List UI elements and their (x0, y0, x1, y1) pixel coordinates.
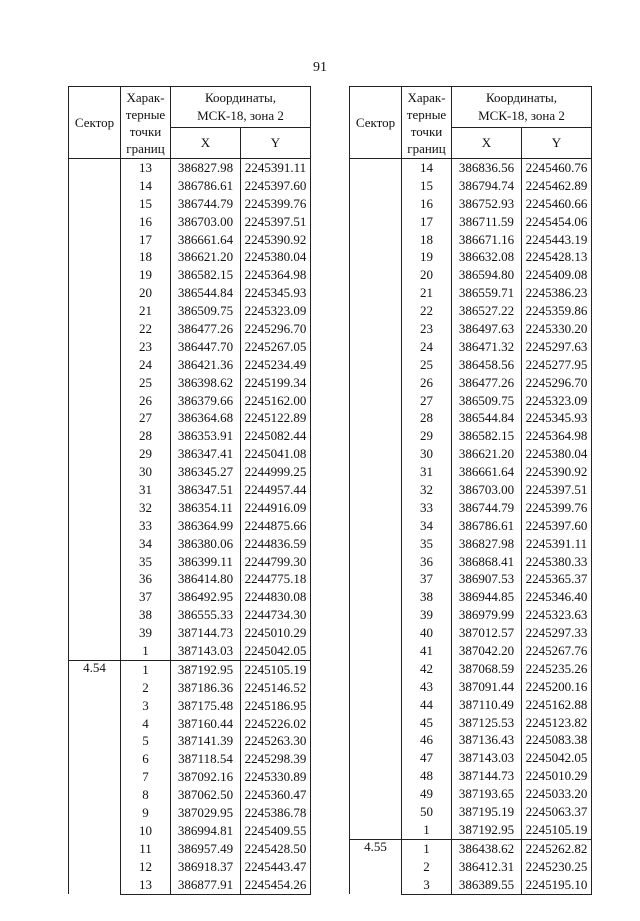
y-cell: 2245033.20 (522, 785, 592, 803)
x-cell: 386711.59 (452, 213, 522, 231)
y-cell: 2245462.89 (522, 177, 592, 195)
points-header (402, 87, 452, 159)
y-cell: 2244836.59 (241, 535, 311, 553)
y-cell: 2245365.37 (522, 570, 592, 588)
x-cell: 386471.32 (452, 338, 522, 356)
points-header-line: точки (129, 123, 162, 139)
x-cell: 386398.62 (171, 374, 241, 392)
y-cell: 2245267.05 (241, 338, 311, 356)
y-cell: 2245010.29 (241, 624, 311, 642)
x-cell: 386364.68 (171, 409, 241, 427)
point-cell: 23 (121, 338, 171, 356)
x-cell: 386582.15 (452, 427, 522, 445)
point-cell: 27 (121, 409, 171, 427)
x-header: X (452, 128, 522, 159)
point-cell: 3 (402, 876, 452, 894)
y-cell: 2245399.76 (241, 195, 311, 213)
x-cell: 386632.08 (452, 248, 522, 266)
point-cell: 28 (402, 409, 452, 427)
y-cell: 2245323.09 (241, 302, 311, 320)
y-cell: 2245226.02 (241, 715, 311, 733)
points-header-line: терные (406, 106, 447, 122)
x-cell: 386447.70 (171, 338, 241, 356)
point-cell: 39 (121, 624, 171, 642)
point-cell: 8 (121, 786, 171, 804)
y-cell: 2245391.11 (241, 159, 311, 177)
y-cell: 2245345.93 (522, 409, 592, 427)
x-cell: 387068.59 (452, 660, 522, 678)
x-cell: 386582.15 (171, 266, 241, 284)
y-cell: 2245409.55 (241, 822, 311, 840)
x-cell: 386752.93 (452, 195, 522, 213)
points-header-line: терные (125, 106, 166, 122)
x-cell: 386354.11 (171, 499, 241, 517)
y-cell: 2245146.52 (241, 679, 311, 697)
point-cell: 18 (402, 231, 452, 249)
point-cell: 41 (402, 642, 452, 660)
point-cell: 1 (402, 821, 452, 839)
coordinates-table-left (68, 86, 311, 895)
y-cell: 2245041.08 (241, 445, 311, 463)
point-cell: 34 (402, 517, 452, 535)
x-cell: 386661.64 (171, 231, 241, 249)
x-cell: 386994.81 (171, 822, 241, 840)
y-cell: 2245460.66 (522, 195, 592, 213)
y-cell: 2245386.23 (522, 284, 592, 302)
y-cell: 2245380.04 (522, 445, 592, 463)
point-cell: 10 (121, 822, 171, 840)
x-cell: 386379.66 (171, 392, 241, 410)
y-cell: 2245235.26 (522, 660, 592, 678)
point-cell: 39 (402, 606, 452, 624)
x-cell: 386544.84 (171, 284, 241, 302)
point-cell: 20 (121, 284, 171, 302)
point-cell: 47 (402, 749, 452, 767)
table-row (69, 660, 311, 678)
y-cell: 2245346.40 (522, 588, 592, 606)
y-cell: 2245123.82 (522, 714, 592, 732)
point-cell: 28 (121, 427, 171, 445)
point-cell: 35 (121, 553, 171, 571)
point-cell: 4 (121, 715, 171, 733)
sector-header: Сектор (69, 87, 121, 159)
x-cell: 386671.16 (452, 231, 522, 249)
y-cell: 2245105.19 (522, 821, 592, 839)
point-cell: 1 (121, 642, 171, 660)
y-cell: 2245364.98 (241, 266, 311, 284)
x-cell: 387141.39 (171, 733, 241, 751)
point-cell: 14 (402, 159, 452, 177)
point-cell: 14 (121, 177, 171, 195)
y-cell: 2245083.38 (522, 732, 592, 750)
y-cell: 2245082.44 (241, 427, 311, 445)
x-cell: 386621.20 (171, 248, 241, 266)
point-cell: 44 (402, 696, 452, 714)
y-cell: 2244734.30 (241, 606, 311, 624)
coords-body-right (350, 159, 592, 895)
point-cell: 15 (121, 195, 171, 213)
x-cell: 386786.61 (452, 517, 522, 535)
page-number: 91 (313, 60, 327, 75)
x-cell: 386399.11 (171, 553, 241, 571)
points-header (121, 87, 171, 159)
x-cell: 386527.22 (452, 302, 522, 320)
y-header: Y (241, 128, 311, 159)
x-cell: 387029.95 (171, 804, 241, 822)
point-cell: 26 (402, 374, 452, 392)
x-cell: 387192.95 (452, 821, 522, 839)
x-cell: 386497.63 (452, 320, 522, 338)
y-cell: 2244830.08 (241, 588, 311, 606)
point-cell: 38 (402, 588, 452, 606)
point-cell: 29 (121, 445, 171, 463)
x-cell: 386421.36 (171, 356, 241, 374)
y-cell: 2245200.16 (522, 678, 592, 696)
x-cell: 386744.79 (171, 195, 241, 213)
y-cell: 2244999.25 (241, 463, 311, 481)
point-cell: 23 (402, 320, 452, 338)
table-row (69, 159, 311, 177)
point-cell: 17 (121, 231, 171, 249)
point-cell: 25 (121, 374, 171, 392)
x-cell: 386477.26 (171, 320, 241, 338)
y-cell: 2245042.05 (522, 749, 592, 767)
y-cell: 2245297.63 (522, 338, 592, 356)
y-cell: 2245323.63 (522, 606, 592, 624)
y-cell: 2245391.11 (522, 535, 592, 553)
y-cell: 2245390.92 (241, 231, 311, 249)
points-header-line: границ (126, 140, 165, 156)
points-header-line: Харак- (407, 89, 446, 105)
x-cell: 386412.31 (452, 858, 522, 876)
x-header: X (171, 128, 241, 159)
y-cell: 2245186.95 (241, 697, 311, 715)
x-cell: 386345.27 (171, 463, 241, 481)
table-row (350, 159, 592, 177)
coords-header: Координаты, МСК-18, зона 2 (171, 87, 311, 128)
x-cell: 386594.80 (452, 266, 522, 284)
point-cell: 29 (402, 427, 452, 445)
y-cell: 2244799.30 (241, 553, 311, 571)
point-cell: 40 (402, 624, 452, 642)
y-cell: 2245296.70 (522, 374, 592, 392)
x-cell: 386544.84 (452, 409, 522, 427)
x-cell: 387136.43 (452, 732, 522, 750)
y-cell: 2245042.05 (241, 642, 311, 660)
point-cell: 50 (402, 803, 452, 821)
x-cell: 386827.98 (452, 535, 522, 553)
x-cell: 387092.16 (171, 768, 241, 786)
x-cell: 387042.20 (452, 642, 522, 660)
point-cell: 37 (121, 588, 171, 606)
x-cell: 386944.85 (452, 588, 522, 606)
sector-header: Сектор (350, 87, 402, 159)
point-cell: 26 (121, 392, 171, 410)
point-cell: 20 (402, 266, 452, 284)
x-cell: 387118.54 (171, 750, 241, 768)
coordinates-table-right (349, 86, 592, 895)
y-cell: 2245162.00 (241, 392, 311, 410)
table-row (350, 839, 592, 857)
x-cell: 386703.00 (452, 481, 522, 499)
point-cell: 34 (121, 535, 171, 553)
points-header-line: точки (410, 123, 443, 139)
x-cell: 387062.50 (171, 786, 241, 804)
sector-cell: 4.55 (350, 839, 402, 894)
y-cell: 2245345.93 (241, 284, 311, 302)
y-cell: 2245330.89 (241, 768, 311, 786)
point-cell: 13 (121, 159, 171, 177)
y-cell: 2245390.92 (522, 463, 592, 481)
x-cell: 386868.41 (452, 553, 522, 571)
x-cell: 386877.91 (171, 876, 241, 894)
y-cell: 2245105.19 (241, 660, 311, 678)
x-cell: 387143.03 (452, 749, 522, 767)
y-cell: 2245199.34 (241, 374, 311, 392)
point-cell: 33 (121, 517, 171, 535)
x-cell: 387195.19 (452, 803, 522, 821)
point-cell: 13 (121, 876, 171, 894)
points-header-line: границ (407, 140, 446, 156)
points-header-line: Харак- (126, 89, 165, 105)
y-cell: 2244775.18 (241, 570, 311, 588)
x-cell: 387160.44 (171, 715, 241, 733)
x-cell: 386458.56 (452, 356, 522, 374)
x-cell: 387143.03 (171, 642, 241, 660)
point-cell: 21 (402, 284, 452, 302)
x-cell: 386438.62 (452, 839, 522, 857)
coords-header: Координаты, МСК-18, зона 2 (452, 87, 592, 128)
coords-body-left (69, 159, 311, 895)
x-cell: 386836.56 (452, 159, 522, 177)
x-cell: 387091.44 (452, 678, 522, 696)
x-cell: 386492.95 (171, 588, 241, 606)
x-cell: 386380.06 (171, 535, 241, 553)
y-header: Y (522, 128, 592, 159)
point-cell: 24 (121, 356, 171, 374)
point-cell: 17 (402, 213, 452, 231)
x-cell: 386347.51 (171, 481, 241, 499)
point-cell: 12 (121, 858, 171, 876)
point-cell: 18 (121, 248, 171, 266)
y-cell: 2244875.66 (241, 517, 311, 535)
point-cell: 38 (121, 606, 171, 624)
y-cell: 2245454.26 (241, 876, 311, 894)
x-cell: 387192.95 (171, 660, 241, 678)
x-cell: 386555.33 (171, 606, 241, 624)
point-cell: 22 (121, 320, 171, 338)
point-cell: 1 (402, 839, 452, 857)
point-cell: 42 (402, 660, 452, 678)
y-cell: 2245010.29 (522, 767, 592, 785)
y-cell: 2245234.49 (241, 356, 311, 374)
y-cell: 2245262.82 (522, 839, 592, 857)
y-cell: 2245397.60 (241, 177, 311, 195)
x-cell: 387175.48 (171, 697, 241, 715)
x-cell: 387144.73 (452, 767, 522, 785)
y-cell: 2245399.76 (522, 499, 592, 517)
point-cell: 48 (402, 767, 452, 785)
x-cell: 386744.79 (452, 499, 522, 517)
x-cell: 386918.37 (171, 858, 241, 876)
point-cell: 43 (402, 678, 452, 696)
y-cell: 2245330.20 (522, 320, 592, 338)
x-cell: 386786.61 (171, 177, 241, 195)
x-cell: 386364.99 (171, 517, 241, 535)
point-cell: 32 (402, 481, 452, 499)
x-cell: 386347.41 (171, 445, 241, 463)
y-cell: 2245267.76 (522, 642, 592, 660)
point-cell: 30 (121, 463, 171, 481)
y-cell: 2245297.33 (522, 624, 592, 642)
point-cell: 31 (121, 481, 171, 499)
sector-cell: 4.54 (69, 660, 121, 894)
point-cell: 19 (121, 266, 171, 284)
point-cell: 9 (121, 804, 171, 822)
y-cell: 2244916.09 (241, 499, 311, 517)
y-cell: 2245323.09 (522, 392, 592, 410)
y-cell: 2245364.98 (522, 427, 592, 445)
x-cell: 387186.36 (171, 679, 241, 697)
point-cell: 24 (402, 338, 452, 356)
y-cell: 2245359.86 (522, 302, 592, 320)
point-cell: 3 (121, 697, 171, 715)
x-cell: 386661.64 (452, 463, 522, 481)
sector-cell (350, 159, 402, 840)
y-cell: 2245428.13 (522, 248, 592, 266)
y-cell: 2245409.08 (522, 266, 592, 284)
y-cell: 2245296.70 (241, 320, 311, 338)
sector-cell (69, 159, 121, 661)
x-cell: 386794.74 (452, 177, 522, 195)
point-cell: 36 (121, 570, 171, 588)
x-cell: 386353.91 (171, 427, 241, 445)
point-cell: 30 (402, 445, 452, 463)
x-cell: 386509.75 (171, 302, 241, 320)
y-cell: 2245428.50 (241, 840, 311, 858)
point-cell: 25 (402, 356, 452, 374)
x-cell: 386703.00 (171, 213, 241, 231)
point-cell: 16 (402, 195, 452, 213)
point-cell: 46 (402, 732, 452, 750)
point-cell: 33 (402, 499, 452, 517)
point-cell: 2 (121, 679, 171, 697)
point-cell: 1 (121, 660, 171, 678)
x-cell: 386957.49 (171, 840, 241, 858)
x-cell: 387193.65 (452, 785, 522, 803)
x-cell: 386509.75 (452, 392, 522, 410)
y-cell: 2245360.47 (241, 786, 311, 804)
point-cell: 45 (402, 714, 452, 732)
y-cell: 2245397.51 (241, 213, 311, 231)
y-cell: 2245380.33 (522, 553, 592, 571)
x-cell: 387144.73 (171, 624, 241, 642)
y-cell: 2245263.30 (241, 733, 311, 751)
point-cell: 27 (402, 392, 452, 410)
point-cell: 49 (402, 785, 452, 803)
y-cell: 2244957.44 (241, 481, 311, 499)
y-cell: 2245443.47 (241, 858, 311, 876)
y-cell: 2245397.60 (522, 517, 592, 535)
point-cell: 5 (121, 733, 171, 751)
point-cell: 16 (121, 213, 171, 231)
point-cell: 19 (402, 248, 452, 266)
y-cell: 2245277.95 (522, 356, 592, 374)
y-cell: 2245122.89 (241, 409, 311, 427)
point-cell: 37 (402, 570, 452, 588)
y-cell: 2245195.10 (522, 876, 592, 894)
x-cell: 386477.26 (452, 374, 522, 392)
point-cell: 31 (402, 463, 452, 481)
point-cell: 36 (402, 553, 452, 571)
y-cell: 2245063.37 (522, 803, 592, 821)
point-cell: 2 (402, 858, 452, 876)
y-cell: 2245380.04 (241, 248, 311, 266)
y-cell: 2245460.76 (522, 159, 592, 177)
x-cell: 386907.53 (452, 570, 522, 588)
point-cell: 32 (121, 499, 171, 517)
x-cell: 386827.98 (171, 159, 241, 177)
y-cell: 2245454.06 (522, 213, 592, 231)
point-cell: 21 (121, 302, 171, 320)
x-cell: 387012.57 (452, 624, 522, 642)
x-cell: 387125.53 (452, 714, 522, 732)
point-cell: 15 (402, 177, 452, 195)
y-cell: 2245386.78 (241, 804, 311, 822)
x-cell: 386414.80 (171, 570, 241, 588)
y-cell: 2245230.25 (522, 858, 592, 876)
x-cell: 386621.20 (452, 445, 522, 463)
point-cell: 11 (121, 840, 171, 858)
y-cell: 2245162.88 (522, 696, 592, 714)
x-cell: 386979.99 (452, 606, 522, 624)
point-cell: 35 (402, 535, 452, 553)
y-cell: 2245298.39 (241, 750, 311, 768)
point-cell: 7 (121, 768, 171, 786)
x-cell: 387110.49 (452, 696, 522, 714)
point-cell: 6 (121, 750, 171, 768)
y-cell: 2245397.51 (522, 481, 592, 499)
x-cell: 386389.55 (452, 876, 522, 894)
y-cell: 2245443.19 (522, 231, 592, 249)
x-cell: 386559.71 (452, 284, 522, 302)
point-cell: 22 (402, 302, 452, 320)
